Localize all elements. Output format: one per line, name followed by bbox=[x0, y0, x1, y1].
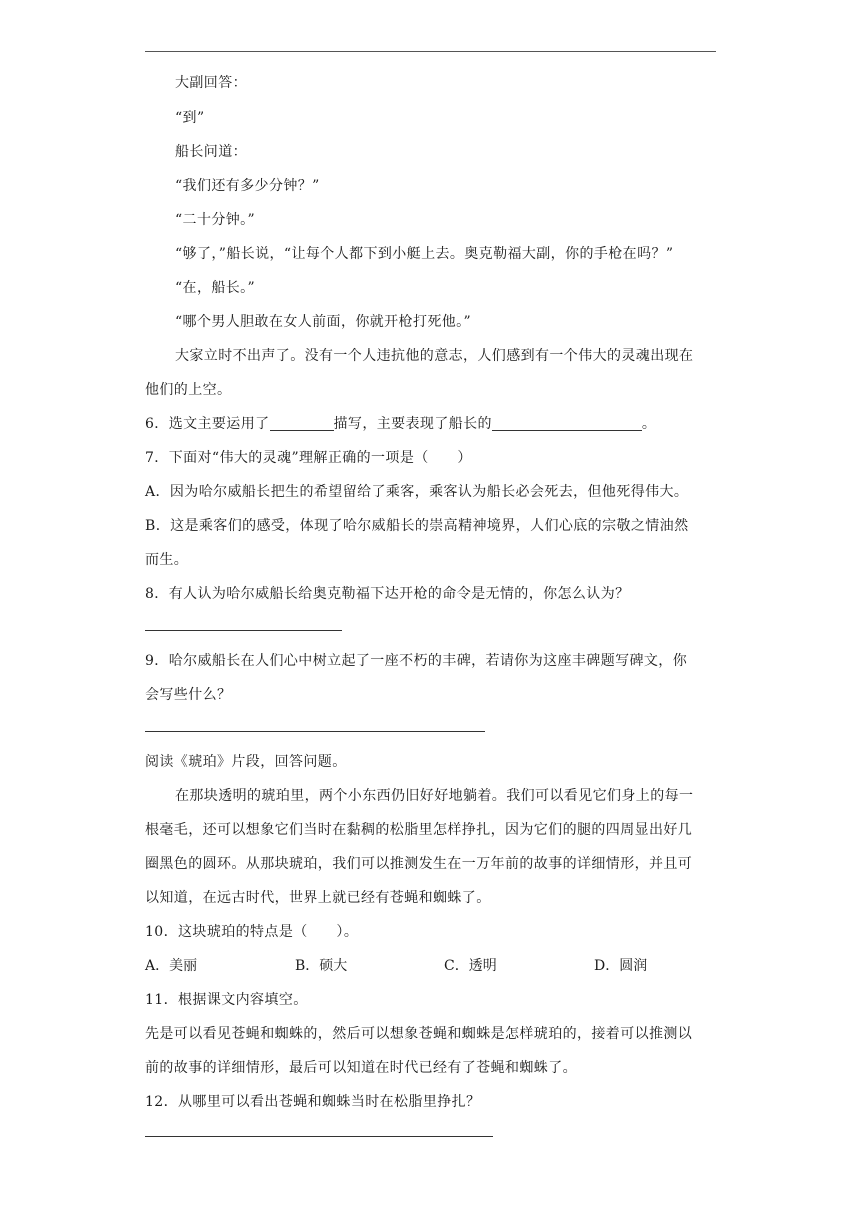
question-7-option-b-line-1: B．这是乘客们的感受，体现了哈尔威船长的崇高精神境界，人们心底的宗敬之情油然 bbox=[145, 518, 689, 534]
question-9-line-1: 9．哈尔威船长在人们心中树立起了一座不朽的丰碑，若请你为这座丰碑题写碑文，你 bbox=[145, 653, 688, 669]
passage1-line-6: “够了，”船长说，“让每个人都下到小艇上去。奥克勒福大副，你的手枪在吗？” bbox=[175, 246, 674, 262]
question-9-line-2: 会写些什么？ bbox=[145, 687, 232, 703]
question-7-stem: 7．下面对“伟大的灵魂”理解正确的一项是（ ） bbox=[145, 450, 472, 466]
passage2-line-4: 以知道，在远古时代，世界上就已经有苍蝇和蜘蛛了。 bbox=[145, 890, 491, 906]
passage1-line-4: “我们还有多少分钟？” bbox=[175, 178, 320, 194]
question-11-stem: 11．根据课文内容填空。 bbox=[145, 992, 308, 1008]
passage1-line-2: “到” bbox=[175, 110, 205, 126]
question-7-option-b-line-2: 而生。 bbox=[145, 552, 189, 568]
passage2-line-1: 在那块透明的琥珀里，两个小东西仍旧好好地躺着。我们可以看见它们身上的每一 bbox=[175, 788, 694, 804]
passage1-line-8: “哪个男人胆敢在女人前面，你就开枪打死他。” bbox=[175, 314, 472, 330]
question-8-stem: 8．有人认为哈尔威船长给奥克勒福下达开枪的命令是无情的，你怎么认为？ bbox=[145, 586, 630, 602]
section2-intro: 阅读《琥珀》片段，回答问题。 bbox=[145, 754, 347, 770]
passage1-line-5: “二十分钟。” bbox=[175, 212, 256, 228]
question-12-stem: 12．从哪里可以看出苍蝇和蜘蛛当时在松脂里挣扎？ bbox=[145, 1094, 481, 1110]
question-6 bbox=[145, 413, 656, 433]
header-rule bbox=[145, 51, 716, 52]
passage1-line-3: 船长问道： bbox=[175, 144, 247, 160]
q12-answer-line[interactable] bbox=[145, 1136, 493, 1137]
q6-blank-2[interactable] bbox=[492, 416, 642, 431]
q6-blank-1[interactable] bbox=[270, 416, 334, 431]
question-10-stem: 10．这块琥珀的特点是（ ）。 bbox=[145, 924, 359, 940]
passage2-line-2: 根毫毛，还可以想象它们当时在黏稠的松脂里怎样挣扎，因为它们的腿的四周显出好几 bbox=[145, 822, 693, 838]
q10-option-b[interactable]: B．硕大 bbox=[295, 958, 348, 974]
q6-text-2: 描写，主要表现了船长的 bbox=[333, 416, 492, 432]
question-7-option-a: A．因为哈尔威船长把生的希望留给了乘客，乘客认为船长必会死去，但他死得伟大。 bbox=[145, 484, 689, 500]
passage1-line-7: “在，船长。” bbox=[175, 280, 256, 296]
passage1-line-10: 他们的上空。 bbox=[145, 382, 232, 398]
q10-option-d[interactable]: D．圆润 bbox=[594, 958, 648, 974]
question-11-line-1: 先是可以看见苍蝇和蜘蛛的，然后可以想象苍蝇和蜘蛛是怎样琥珀的，接着可以推测以 bbox=[145, 1026, 693, 1042]
q10-option-a[interactable]: A．美丽 bbox=[145, 958, 198, 974]
q10-option-c[interactable]: C．透明 bbox=[444, 958, 497, 974]
passage1-line-1: 大副回答： bbox=[175, 75, 247, 91]
q6-text-3: 。 bbox=[641, 416, 657, 432]
q9-answer-line[interactable] bbox=[145, 731, 485, 732]
passage1-line-9: 大家立时不出声了。没有一个人违抗他的意志，人们感到有一个伟大的灵魂出现在 bbox=[175, 348, 694, 364]
q6-text-1: 6．选文主要运用了 bbox=[145, 416, 270, 432]
passage2-line-3: 圈黑色的圆环。从那块琥珀，我们可以推测发生在一万年前的故事的详细情形，并且可 bbox=[145, 856, 693, 872]
q8-answer-line[interactable] bbox=[145, 630, 342, 631]
question-11-line-2: 前的故事的详细情形，最后可以知道在时代已经有了苍蝇和蜘蛛了。 bbox=[145, 1060, 577, 1076]
